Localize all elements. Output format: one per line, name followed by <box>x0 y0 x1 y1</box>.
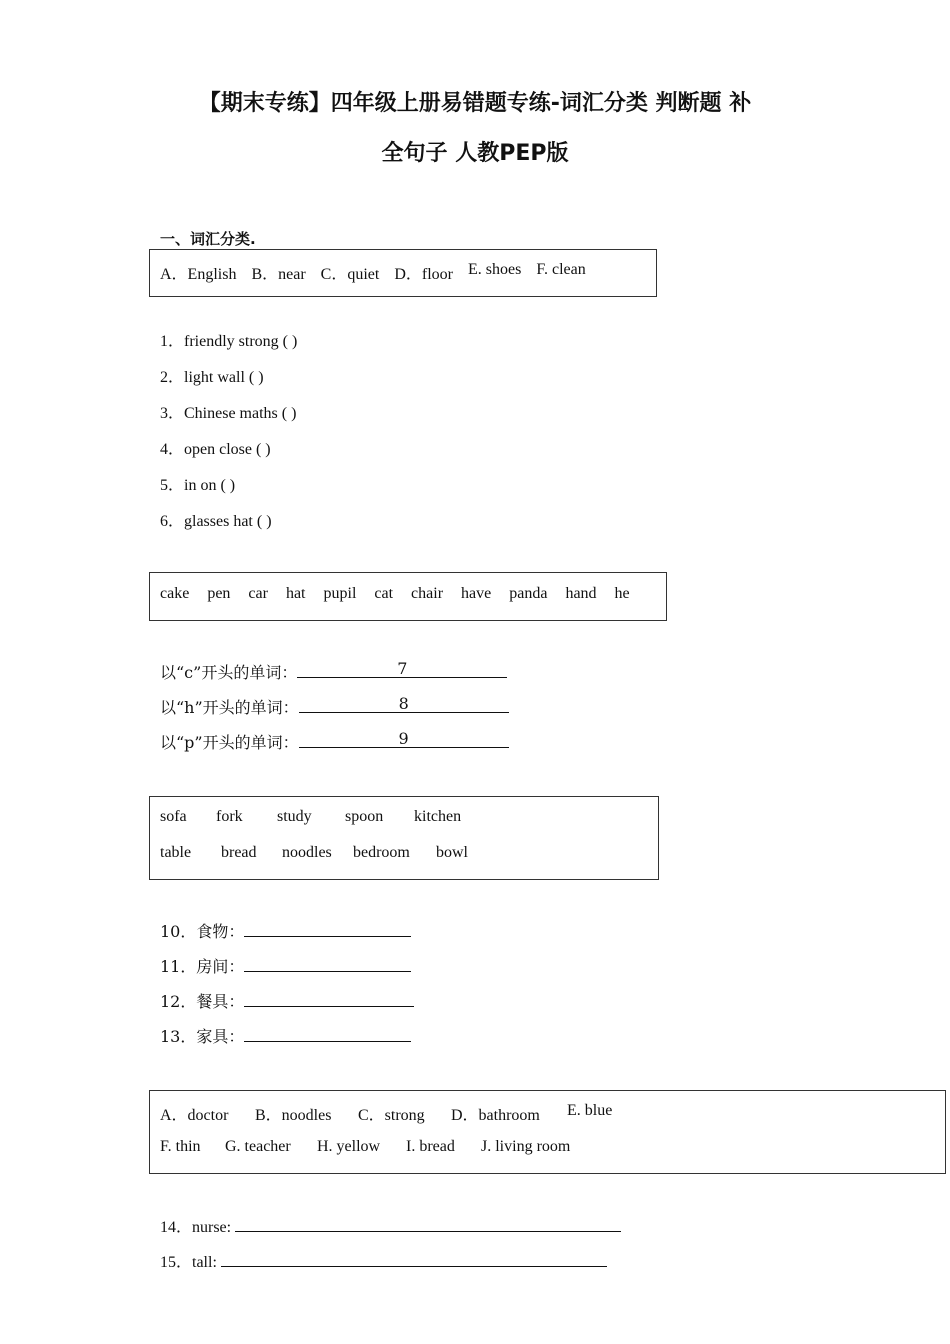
question-8 <box>160 695 509 718</box>
word: bowl <box>436 844 468 861</box>
question-4: 4．open close ( ) <box>160 441 271 458</box>
question-label: 以“h”开头的单词： <box>160 698 299 717</box>
question-label: 家具： <box>196 1027 245 1046</box>
word: hand <box>565 585 597 602</box>
option: E. shoes <box>468 261 522 278</box>
question-6: 6．glasses hat ( ) <box>160 513 272 530</box>
question-label: 以“c”开头的单词： <box>160 663 298 682</box>
question-label: 房间： <box>196 957 245 976</box>
option: E. blue <box>567 1102 613 1119</box>
word: kitchen <box>414 808 462 825</box>
word: study <box>277 808 312 825</box>
answer-blank[interactable] <box>244 920 411 937</box>
word: panda <box>509 585 548 602</box>
question-number: 12． <box>160 992 197 1011</box>
word: sofa <box>160 808 187 825</box>
word: car <box>248 585 268 602</box>
question-12 <box>160 989 414 1012</box>
question-number: 10． <box>160 922 197 941</box>
word: pen <box>207 585 231 602</box>
question-number: 11． <box>160 957 197 976</box>
word: cake <box>160 585 190 602</box>
word: he <box>614 585 630 602</box>
option: F. clean <box>536 261 586 278</box>
option: A．doctor <box>160 1107 229 1124</box>
question-11 <box>160 954 411 977</box>
option: C．strong <box>358 1107 425 1124</box>
answer-blank[interactable] <box>221 1250 607 1267</box>
option: B．near <box>251 266 306 283</box>
question-10 <box>160 919 411 942</box>
answer-blank[interactable] <box>299 696 509 713</box>
doc-title-line2: 全句子 人教PEP版 <box>381 141 569 166</box>
word: cat <box>374 585 394 602</box>
option: I. bread <box>406 1138 455 1155</box>
question-13 <box>160 1024 411 1047</box>
answer-blank[interactable] <box>235 1215 621 1232</box>
question-number: 7 <box>397 659 408 678</box>
question-label: 食物： <box>196 922 245 941</box>
answer-blank[interactable] <box>244 1025 411 1042</box>
question-3: 3．Chinese maths ( ) <box>160 405 297 422</box>
word-box-2-words <box>160 585 630 603</box>
option: H. yellow <box>317 1138 381 1155</box>
option: J. living room <box>481 1138 571 1155</box>
option: F. thin <box>160 1138 201 1155</box>
question-label: 餐具： <box>196 992 245 1011</box>
option: C．quiet <box>320 266 380 283</box>
answer-blank[interactable] <box>244 955 411 972</box>
word-box-1-options <box>160 261 586 284</box>
word: have <box>461 585 492 602</box>
option: D．bathroom <box>451 1107 540 1124</box>
option: G. teacher <box>225 1138 291 1155</box>
option: A．English <box>160 266 237 283</box>
word: bedroom <box>353 844 410 861</box>
doc-title-line1: 【期末专练】四年级上册易错题专练-词汇分类 判断题 补 <box>198 91 752 116</box>
question-9 <box>160 730 509 753</box>
word: spoon <box>345 808 384 825</box>
word: hat <box>285 585 306 602</box>
word: noodles <box>282 844 332 861</box>
question-label: 以“p”开头的单词： <box>160 733 299 752</box>
question-label: 15．tall: <box>160 1254 217 1271</box>
section-heading: 一、词汇分类. <box>160 230 256 248</box>
answer-blank[interactable] <box>299 731 509 748</box>
option: B．noodles <box>255 1107 332 1124</box>
option: D．floor <box>394 266 454 283</box>
question-7 <box>160 660 507 683</box>
word: fork <box>216 808 243 825</box>
answer-blank[interactable] <box>244 990 414 1007</box>
question-1: 1．friendly strong ( ) <box>160 333 298 350</box>
question-15 <box>160 1249 607 1272</box>
question-5: 5．in on ( ) <box>160 477 236 494</box>
word: chair <box>411 585 444 602</box>
question-14 <box>160 1214 621 1237</box>
question-number: 13． <box>160 1027 197 1046</box>
question-number: 9 <box>398 729 409 748</box>
question-2: 2．light wall ( ) <box>160 369 264 386</box>
word: bread <box>221 844 257 861</box>
word: pupil <box>323 585 357 602</box>
word: table <box>160 844 192 861</box>
answer-blank[interactable] <box>297 661 507 678</box>
question-label: 14．nurse: <box>160 1219 232 1236</box>
question-number: 8 <box>398 694 409 713</box>
